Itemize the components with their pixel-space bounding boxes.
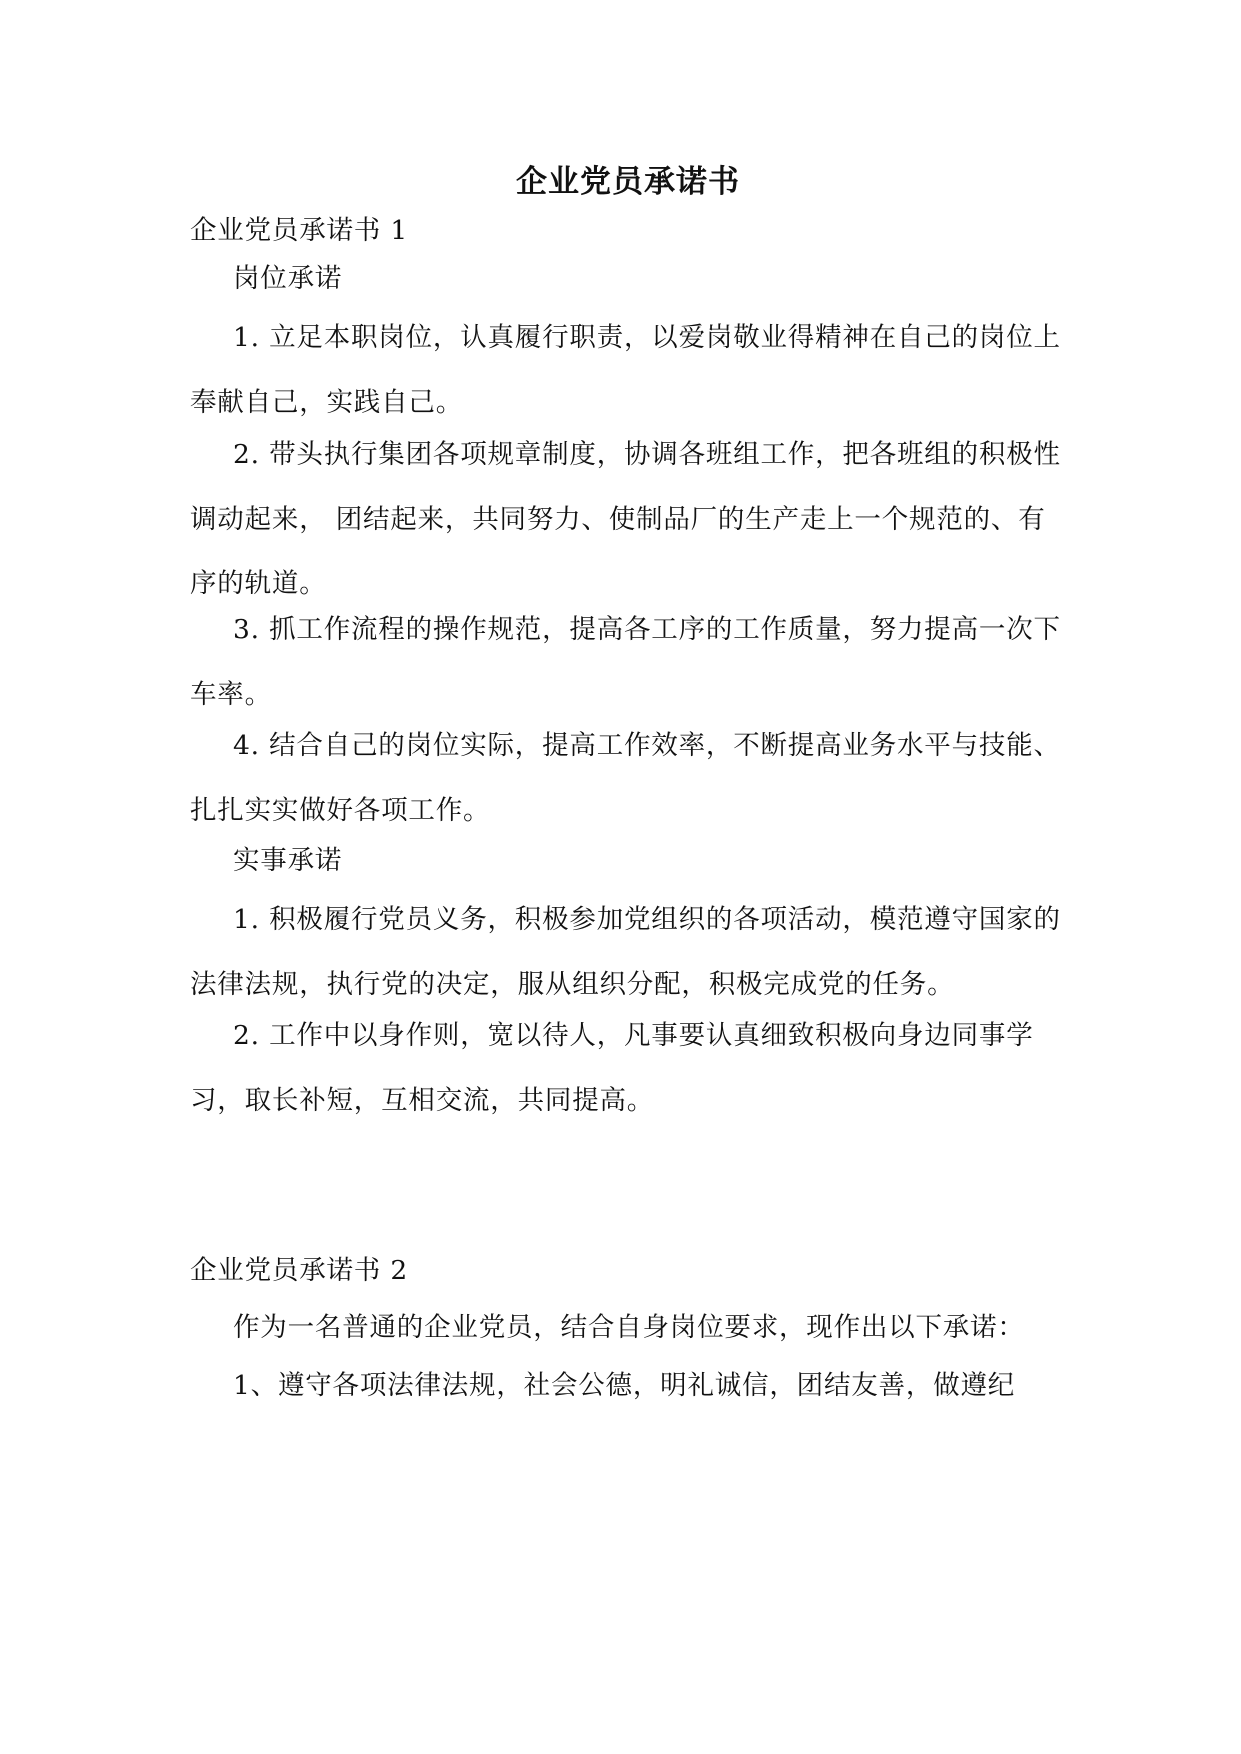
section1-heading: 企业党员承诺书 1 (190, 215, 408, 246)
post-item-4: 4. 结合自己的岗位实际，提高工作效率，不断提高业务水平与技能、扎扎实实做好各项工作。 (190, 730, 1061, 826)
section2-intro: 作为一名普通的企业党员，结合自身岗位要求，现作出以下承诺： (233, 1312, 1025, 1343)
section2-heading: 企业党员承诺书 2 (190, 1255, 408, 1286)
post-item-1: 1. 立足本职岗位，认真履行职责，以爱岗敬业得精神在自己的岗位上奉献自己，实践自己。 (190, 322, 1061, 418)
post-item-3: 3. 抓工作流程的操作规范，提高各工序的工作质量，努力提高一次下车率。 (190, 614, 1061, 710)
document-title: 企业党员承诺书 (516, 164, 740, 200)
practical-commitment-heading: 实事承诺 (233, 845, 343, 876)
practical-item-2: 2. 工作中以身作则，宽以待人，凡事要认真细致积极向身边同事学习，取长补短，互相交流，共同提高。 (190, 1020, 1034, 1116)
post-commitment-heading: 岗位承诺 (233, 263, 343, 294)
practical-item-1: 1. 积极履行党员义务，积极参加党组织的各项活动，模范遵守国家的法律法规，执行党的决定，服从组织分配，积极完成党的任务。 (190, 904, 1061, 1000)
post-item-2: 2. 带头执行集团各项规章制度，协调各班组工作，把各班组的积极性调动起来， 团结起来，共同努力、使制品厂的生产走上一个规范的、有序的轨道。 (190, 439, 1061, 599)
section2-item-1: 1、遵守各项法律法规，社会公德，明礼诚信，团结友善，做遵纪 (233, 1370, 1016, 1401)
